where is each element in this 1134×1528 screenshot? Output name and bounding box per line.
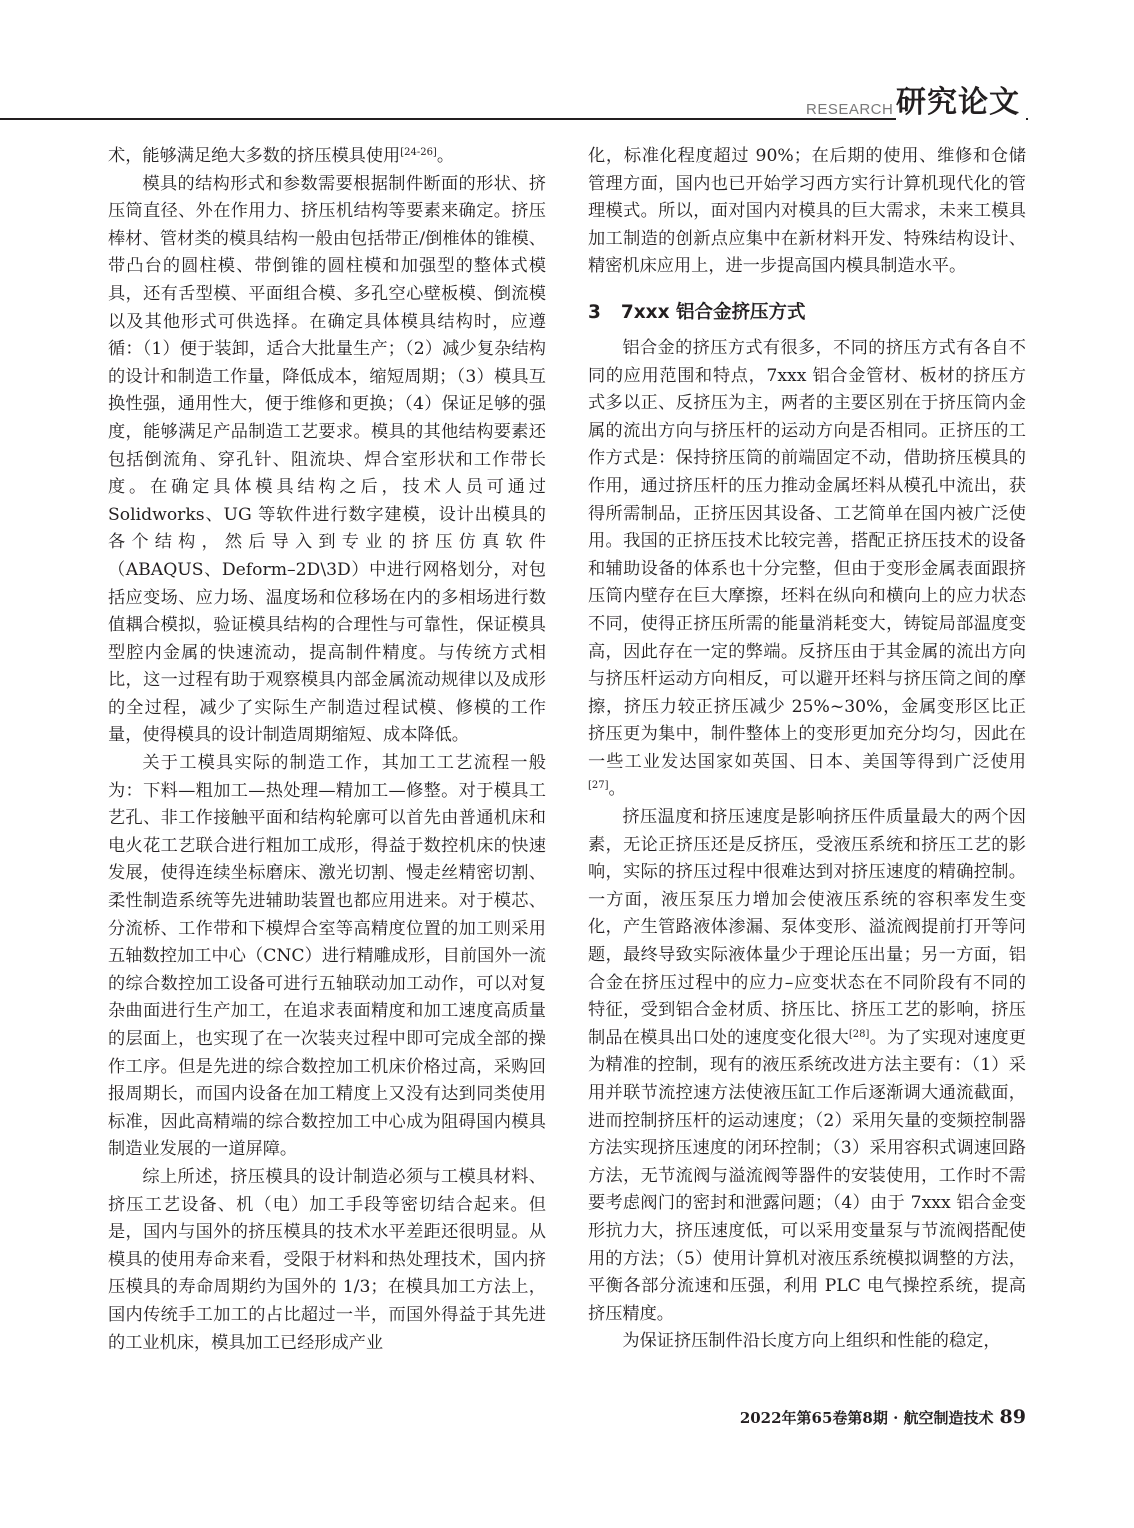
paragraph: 模具的结构形式和参数需要根据制件断面的形状、挤压筒直径、外在作用力、挤压机结构等要素来确定。挤压棒材、管材类的模具结构一般由包括带正/倒椎体的锥模、带凸台的圆柱模、带倒锥的圆柱模和加强型的整体式模具，还有舌型模、平面组合模、多孔空心壁板模、倒流模以及其他形式可供选择。在确定具体模具结构时，应遵循：（1）便于装卸，适合大批量生产；（2）减少复杂结构的设计和制造工作量，降低成本，缩短周期；（3）模具互换性强，通用性大，便于维修和更换；（4）保证足够的强度，能够满足产品制造工艺要求。模具的其他结构要素还包括倒流角、穿孔针、阻流块、焊合室形状和工作带长度。在确定具体模具结构之后，技术人员可通过 Solidworks、UG 等软件进行数字建模，设计出模具的各个结构，然后导入到专业的挤压仿真软件（ABAQUS、Deform–2D\3D）中进行网格划分，对包括应变场、应力场、温度场和位移场在内的多相场进行数值耦合模拟，验证模具结构的合理性与可靠性，保证模具型腔内金属的快速流动，提高制件精度。与传统方式相比，这一过程有助于观察模具内部金属流动规律以及成形的全过程，减少了实际生产制造过程试模、修模的工作量，使得模具的设计制造周期缩短、成本降低。 xyxy=(108,173,546,746)
header-rule xyxy=(0,118,1028,120)
paragraph xyxy=(588,335,1026,804)
journal-issue: 2022年第65卷第8期 · 航空制造技术 xyxy=(739,1409,994,1427)
paragraph-text: 。 xyxy=(436,146,455,166)
section-heading xyxy=(588,299,1026,327)
section-number: 3 xyxy=(588,301,601,323)
paragraph: 为保证挤压制件沿长度方向上组织和性能的稳定， xyxy=(622,1331,1001,1352)
page-number: 89 xyxy=(999,1406,1026,1428)
left-column xyxy=(108,143,546,1357)
header-category-cn: 研究论文 xyxy=(896,84,1026,124)
citation: [28] xyxy=(848,1028,870,1040)
paragraph: 综上所述，挤压模具的设计制造必须与工模具材料、挤压工艺设备、机（电）加工手段等密切结合起来。但是，国内与国外的挤压模具的技术水平差距还很明显。从模具的使用寿命来看，受限于材料和热处理技术，国内挤压模具的寿命周期约为国外的 1/3；在模具加工方法上，国内传统手工加工的占比超过一半，而国外得益于其先进的工业机床，模具加工已经形成产业 xyxy=(108,1166,546,1353)
paragraph-text: 术，能够满足绝大多数的挤压模具使用 xyxy=(108,146,401,166)
paragraph: 关于工模具实际的制造工作，其加工工艺流程一般为：下料—粗加工—热处理—精加工—修整。对于模具工艺孔、非工作接触平面和结构轮廓可以首先由普通机床和电火花工艺联合进行粗加工成形，得益于数控机床的快速发展，使得连续坐标磨床、激光切割、慢走丝精密切割、柔性制造系统等先进辅助装置也都应用进来。对于模芯、分流桥、工作带和下模焊合室等高精度位置的加工则采用五轴数控加工中心（CNC）进行精雕成形，目前国外一流的综合数控加工设备可进行五轴联动加工动作，可以对复杂曲面进行生产加工，在追求表面精度和加工速度高质量的层面上，也实现了在一次装夹过程中即可完成全部的操作工序。但是先进的综合数控加工机床价格过高，采购回报周期长，而国内设备在加工精度上又没有达到同类使用标准，因此高精端的综合数控加工中心成为阻碍国内模具制造业发展的一道屏障。 xyxy=(108,753,546,1160)
citation: [24-26] xyxy=(400,147,437,158)
paragraph: 化，标准化程度超过 90%；在后期的使用、维修和仓储管理方面，国内也已开始学习西方实行计算机现代化的管理模式。所以，面对国内对模具的巨大需求，未来工模具加工制造的创新点应集中在新材料开发、特殊结构设计、精密机床应用上，进一步提高国内模具制造水平。 xyxy=(588,146,1026,277)
page-footer xyxy=(700,1406,1026,1428)
paragraph-text: 挤压温度和挤压速度是影响挤压件质量最大的两个因素，无论正挤压还是反挤压，受液压系统和挤压工艺的影响，实际的挤压过程中很难达到对挤压速度的精确控制。一方面，液压泵压力增加会使液压系统的容积率发生变化，产生管路液体渗漏、泵体变形、溢流阀提前打开等问题，最终导致实际液体量少于理论压出量；另一方面，铝合金在挤压过程中的应力–应变状态在不同阶段有不同的特征，受到铝合金材质、挤压比、挤压工艺的影响，挤压制品在模具出口处的速度变化很大 xyxy=(588,807,1026,1048)
right-column xyxy=(588,143,1026,1356)
paragraph-text: 。 xyxy=(608,779,626,800)
header-category-en: RESEARCH xyxy=(806,101,894,118)
paragraph xyxy=(108,143,546,171)
paragraph-text: 。为了实现对速度更为精准的控制，现有的液压系统改进方法主要有：（1）采用并联节流控速方法使液压缸工作后逐渐调大通流截面，进而控制挤压杆的运动速度；（2）采用矢量的变频控制器方法实现挤压速度的闭环控制；（3）采用容积式调速回路方法，无节流阀与溢流阀等器件的安装使用，工作时不需要考虑阀门的密封和泄露问题；（4）由于 7xxx 铝合金变形抗力大，挤压速度低，可以采用变量泵与节流阀搭配使用的方法；（5）使用计算机对液压系统模拟调整的方法，平衡各部分流速和压强，利用 PLC 电气操控系统，提高挤压精度。 xyxy=(588,1027,1026,1324)
section-title: 7xxx 铝合金挤压方式 xyxy=(620,301,806,323)
paragraph xyxy=(588,804,1026,1328)
paragraph-text: 铝合金的挤压方式有很多，不同的挤压方式有各自不同的应用范围和特点，7xxx 铝合金管材、板材的挤压方式多以正、反挤压为主，两者的主要区别在于挤压筒内金属的流出方向与挤压杆的运动方向是否相同。正挤压的工作方式是：保持挤压筒的前端固定不动，借助挤压模具的作用，通过挤压杆的压力推动金属坯料从模孔中流出，获得所需制品，正挤压因其设备、工艺简单在国内被广泛使用。我国的正挤压技术比较完善，搭配正挤压技术的设备和辅助设备的体系也十分完整，但由于变形金属表面跟挤压筒内壁存在巨大摩擦，坯料在纵向和横向上的应力状态不同，使得正挤压所需的能量消耗变大，铸锭局部温度变高，因此存在一定的弊端。反挤压由于其金属的流出方向与挤压杆运动方向相反，可以避开坯料与挤压筒之间的摩擦，挤压力较正挤压减少 25%~30%，金属变形区比正挤压更为集中，制件整体上的变形更加充分均匀，因此在一些工业发达国家如英国、日本、美国等得到广泛使用 xyxy=(588,337,1026,772)
citation: [27] xyxy=(588,780,609,792)
